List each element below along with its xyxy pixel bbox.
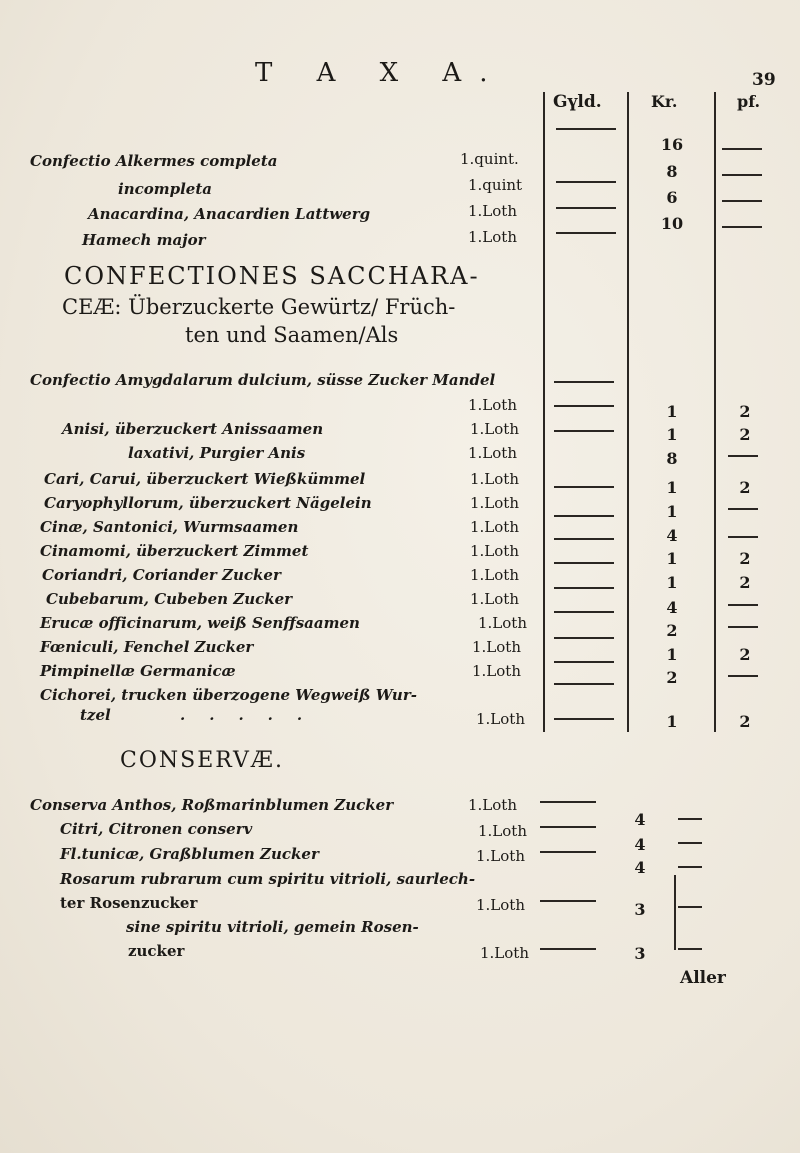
column-gulden: Gүld. [553, 92, 602, 112]
list-item: Fl.tunicæ, Graßblumen Zucker [60, 845, 319, 863]
list-item: Conserva Anthos, Roßmarinblumen Zucker [30, 796, 394, 814]
kr-value: 2 [666, 668, 678, 687]
kr-value: 4 [666, 526, 678, 545]
list-item: Pimpinellæ Germanicæ [40, 662, 236, 680]
kr-value: 8 [666, 162, 678, 181]
dash [540, 948, 596, 950]
pf-value: 2 [739, 573, 751, 592]
column-pfennig: pf. [737, 92, 761, 111]
kr-value: 3 [634, 900, 646, 919]
kr-value: 4 [634, 835, 646, 854]
quantity: 1.quint. [460, 150, 519, 168]
running-head: T A X A. [255, 58, 506, 88]
kr-value: 4 [634, 858, 646, 877]
quantity: 1.Loth [480, 944, 529, 962]
kr-value: 1 [666, 573, 678, 592]
kr-value: 1 [666, 645, 678, 664]
list-item: Anacardina, Anacardien Lattwerg [88, 205, 371, 223]
kr-value: 1 [666, 712, 678, 731]
kr-value: 1 [666, 502, 678, 521]
kr-value: 3 [634, 944, 646, 963]
quantity: 1.Loth [468, 396, 517, 414]
quantity: 1.Loth [468, 202, 517, 220]
dash [678, 818, 702, 820]
quantity: 1.Loth [470, 566, 519, 584]
list-item-continued: ter Rosenzucker [60, 894, 198, 912]
dash [556, 232, 616, 234]
page-number: 39 [752, 70, 776, 90]
kr-value: 2 [666, 621, 678, 640]
quantity: 1.Loth [470, 590, 519, 608]
list-item: Cinæ, Santonici, Wurmsaamen [40, 518, 299, 536]
section-title: CONFECTIONES SACCHARA- [64, 262, 480, 290]
dash [554, 430, 614, 432]
section-title: CONSERVÆ. [120, 748, 284, 773]
rule-short [674, 875, 676, 950]
dash [722, 148, 762, 150]
list-item: Anisi, überzuckert Anissaamen [62, 420, 324, 438]
kr-value: 8 [666, 449, 678, 468]
list-item: Confectio Alkermes completa [30, 152, 278, 170]
list-item: Cichorei, trucken überzogene Wegweiß Wur- [40, 686, 417, 704]
quantity: 1.Loth [470, 518, 519, 536]
quantity: 1.Loth [476, 847, 525, 865]
kr-value: 10 [660, 214, 684, 233]
list-item: Rosarum rubrarum cum spiritu vitrioli, saurlech- [60, 870, 476, 888]
dash [722, 174, 762, 176]
quantity: 1.Loth [478, 614, 527, 632]
rule-right [714, 92, 716, 732]
quantity: 1.Loth [468, 228, 517, 246]
dash [728, 604, 758, 606]
dash [540, 826, 596, 828]
leader-dots: ..... [180, 706, 327, 724]
kr-value: 1 [666, 402, 678, 421]
list-item: Cari, Carui, überzuckert Wießkümmel [44, 470, 366, 488]
dash [540, 801, 596, 803]
list-item: Hamech major [82, 231, 206, 249]
dash [728, 508, 758, 510]
dash [728, 536, 758, 538]
kr-value: 4 [634, 810, 646, 829]
list-item-continued: tzel [80, 706, 111, 724]
pf-value: 2 [739, 478, 751, 497]
dash [554, 611, 614, 613]
dash [554, 405, 614, 407]
list-item: Fœniculi, Fenchel Zucker [40, 638, 254, 656]
dash [554, 683, 614, 685]
kr-value: 1 [666, 549, 678, 568]
dash [728, 626, 758, 628]
dash [678, 842, 702, 844]
catchword: Aller [680, 968, 726, 988]
list-item-continued: zucker [128, 942, 185, 960]
quantity: 1.Loth [476, 710, 525, 728]
list-item: laxativi, Purgier Anis [128, 444, 306, 462]
dash [554, 538, 614, 540]
rule-left [543, 92, 545, 732]
list-item: Citri, Citronen conserv [60, 820, 253, 838]
kr-value: 4 [666, 598, 678, 617]
quantity: 1.Loth [476, 896, 525, 914]
list-item: Erucæ officinarum, weiß Senffsaamen [40, 614, 360, 632]
dash [678, 906, 702, 908]
dash [554, 718, 614, 720]
quantity: 1.Loth [468, 796, 517, 814]
dash [540, 900, 596, 902]
dash [540, 851, 596, 853]
dash [722, 226, 762, 228]
section-subtitle: ten und Saamen/Als [185, 323, 399, 347]
pf-value: 2 [739, 712, 751, 731]
pf-value: 2 [739, 645, 751, 664]
list-item: Cubebarum, Cubeben Zucker [46, 590, 293, 608]
dash [678, 866, 702, 868]
rule-middle [627, 92, 629, 732]
kr-value: 6 [666, 188, 678, 207]
quantity: 1.quint [468, 176, 523, 194]
kr-value: 1 [666, 425, 678, 444]
dash [554, 587, 614, 589]
quantity: 1.Loth [470, 470, 519, 488]
quantity: 1.Loth [470, 420, 519, 438]
dash [728, 675, 758, 677]
quantity: 1.Loth [470, 494, 519, 512]
list-item: Confectio Amygdalarum dulcium, süsse Zucker Mandel [30, 371, 496, 389]
list-item: incompleta [118, 180, 212, 198]
quantity: 1.Loth [470, 542, 519, 560]
dash [554, 661, 614, 663]
dash [556, 128, 616, 130]
quantity: 1.Loth [472, 638, 521, 656]
quantity: 1.Loth [478, 822, 527, 840]
dash [722, 200, 762, 202]
pf-value: 2 [739, 402, 751, 421]
quantity: 1.Loth [468, 444, 517, 462]
dash [554, 515, 614, 517]
list-item: Caryophyllorum, überzuckert Nägelein [44, 494, 372, 512]
column-kreuzer: Kr. [651, 92, 678, 111]
quantity: 1.Loth [472, 662, 521, 680]
kr-value: 1 [666, 478, 678, 497]
section-subtitle: CEÆ: Überzuckerte Gewürtz/ Früch- [62, 295, 456, 319]
dash [556, 181, 616, 183]
dash [678, 948, 702, 950]
pf-value: 2 [739, 549, 751, 568]
dash [728, 455, 758, 457]
dash [554, 381, 614, 383]
list-item: Cinamomi, überzuckert Zimmet [40, 542, 309, 560]
pf-value: 2 [739, 425, 751, 444]
dash [554, 486, 614, 488]
list-item: Coriandri, Coriander Zucker [42, 566, 281, 584]
list-item: sine spiritu vitrioli, gemein Rosen- [126, 918, 419, 936]
dash [554, 562, 614, 564]
kr-value: 16 [660, 135, 684, 154]
dash [556, 207, 616, 209]
dash [554, 637, 614, 639]
